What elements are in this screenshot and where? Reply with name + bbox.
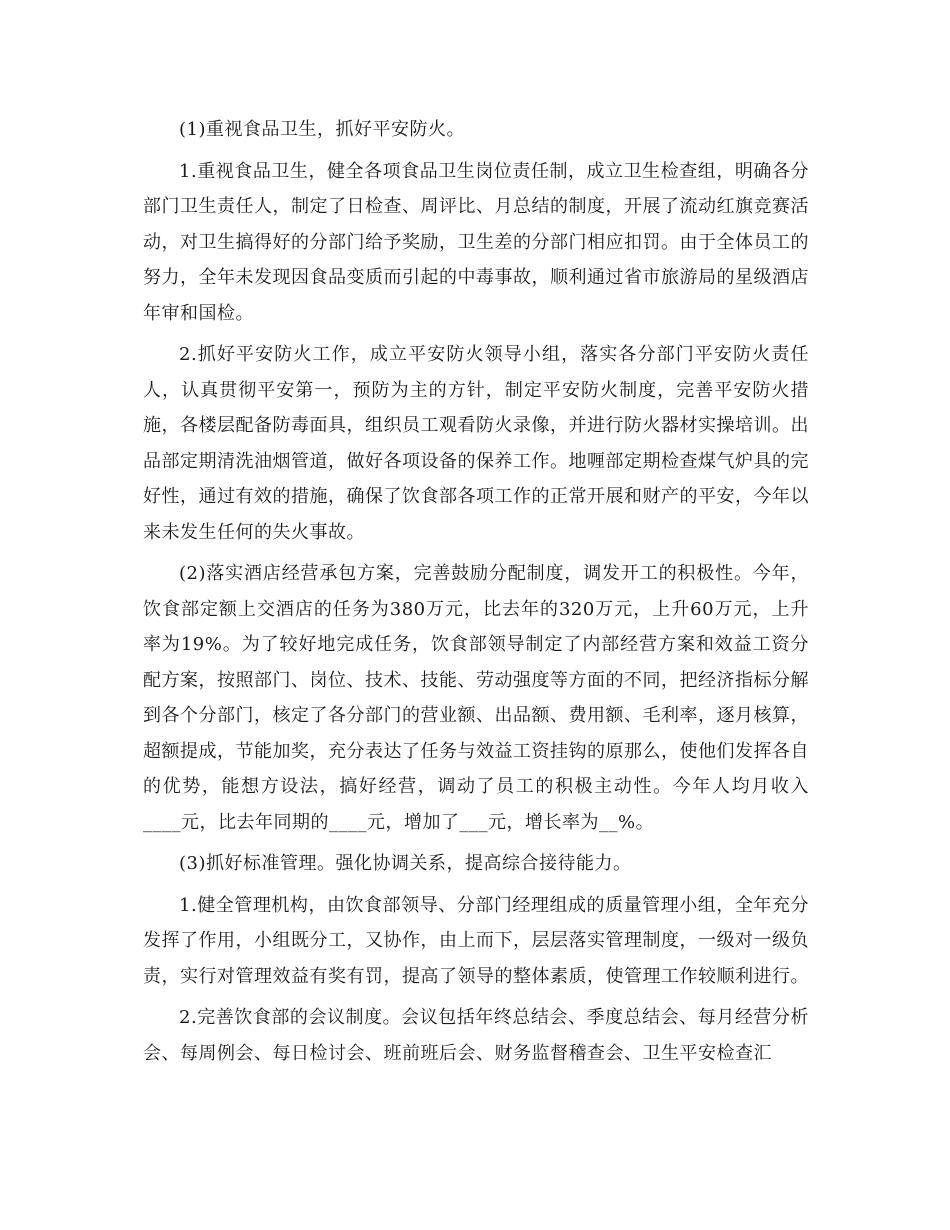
paragraph-food-safety-heading: (1)重视食品卫生，抓好平安防火。 [179, 119, 465, 140]
paragraph-operations-contract: (2)落实酒店经营承包方案，完善鼓励分配制度，调发开工的积极性。今年，饮食部定额上交酒店的任务为380万元，比去年的320万元，上升60万元，上升率为19%。为了较好地完成任务，饮食部领导制定了内部经营方案和效益工资分配方案，按照部门、岗位、技术、技能、劳动强度等方面的不同，把经济指标分解到各个分部门，核定了各分部门的营业额、出品额、费用额、毛利率，逐月核算，超额提成，节能加奖，充分表达了任务与效益工资挂钩的原那么，使他们发挥各自的优势，能想方设法，搞好经营，调动了员工的积极主动性。今年人均月收入____元，比去年同期的____元，增加了___元，增长率为__%。 [143, 563, 809, 833]
paragraph-food-hygiene: 1.重视食品卫生，健全各项食品卫生岗位责任制，成立卫生检查组，明确各分部门卫生责任人，制定了日检查、周评比、月总结的制度，开展了流动红旗竞赛活动，对卫生搞得好的分部门给予奖励，卫生差的分部门相应扣罚。由于全体员工的努力，全年未发现因食品变质而引起的中毒事故，顺利通过省市旅游局的星级酒店年审和国检。 [143, 160, 809, 324]
document-body [143, 112, 809, 1077]
paragraph-management-structure: 1.健全管理机构，由饮食部领导、分部门经理组成的质量管理小组，全年充分发挥了作用，小组既分工，又协作，由上而下，层层落实管理制度，一级对一级负责，实行对管理效益有奖有罚，提高了领导的整体素质，使管理工作较顺利进行。 [143, 894, 809, 987]
paragraph-fire-safety: 2.抓好平安防火工作，成立平安防火领导小组，落实各分部门平安防火责任人，认真贯彻平安第一，预防为主的方针，制定平安防火制度，完善平安防火措施，各楼层配备防毒面具，组织员工观看防火录像，并进行防火器材实操培训。出品部定期清洗油烟管道，做好各项设备的保养工作。地喱部定期检查煤气炉具的完好性，通过有效的措施，确保了饮食部各项工作的正常开展和财产的平安，今年以来未发生任何的失火事故。 [143, 344, 809, 543]
paragraph-standard-management-heading: (3)抓好标准管理。强化协调关系，提高综合接待能力。 [179, 853, 632, 874]
paragraph-meeting-system: 2.完善饮食部的会议制度。会议包括年终总结会、季度总结会、每月经营分析会、每周例会、每日检讨会、班前班后会、财务监督稽查会、卫生平安检查汇 [143, 1007, 809, 1064]
